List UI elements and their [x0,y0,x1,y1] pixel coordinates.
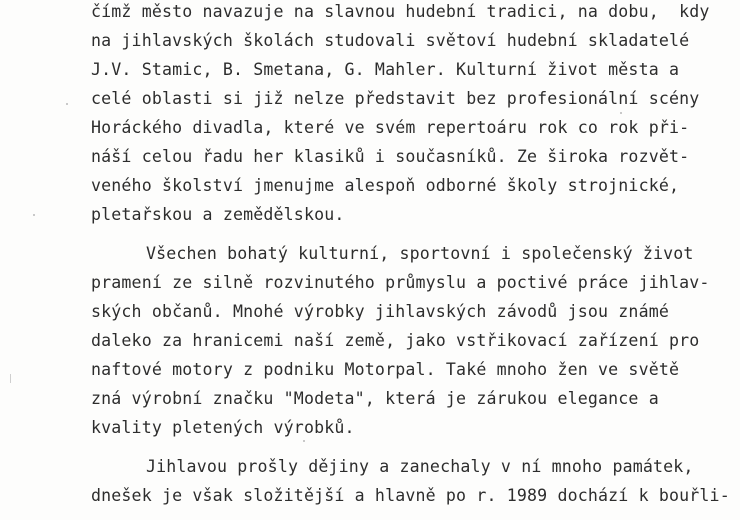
text-line: J.V. Stamic, B. Smetana, G. Mahler. Kulturní život města a [91,60,680,79]
scan-speck [303,440,305,442]
text-line: pramení ze silně rozvinutého průmyslu a poctivé práce jihlav- [91,273,710,292]
text-line: Horáckého divadla, které ve svém repertoáru rok co rok při- [91,118,690,137]
text-line: veného školství jmenujme alespoň odborné školy strojnické, [91,176,680,195]
text-line: zná výrobní značku "Modeta", která je zárukou elegance a [91,389,659,408]
text-line: naftové motory z podniku Motorpal. Také mnoho žen ve světě [91,360,680,379]
text-line: Jihlavou prošly dějiny a zanechaly v ní mnoho památek, [146,457,694,476]
scan-mark [10,374,11,383]
text-line: celé oblasti si již nelze představit bez profesionální scény [91,89,700,108]
text-line: daleko za hranicemi naší země, jako vstřikovací zařízení pro [91,331,700,350]
text-line: čímž město navazuje na slavnou hudební tradici, na dobu, kdy [91,2,710,21]
text-line: ských občanů. Mnohé výrobky jihlavských závodů jsou známé [91,302,669,321]
text-line: na jihlavských školách studovali světoví hudební skladatelé [91,31,690,50]
text-line: dnešek je však složitější a hlavně po r. 1989 dochází k bouřli- [91,486,730,505]
text-line: pletařskou a zemědělskou. [91,205,345,224]
text-line: Všechen bohatý kulturní, sportovní i společenský život [146,244,694,263]
scan-speck [620,112,622,114]
scan-speck [33,214,35,216]
text-line: kvality pletených výrobků. [91,418,355,437]
text-line: náší celou řadu her klasiků i současníků. Ze široka rozvět- [91,147,690,166]
scan-speck [66,103,68,105]
